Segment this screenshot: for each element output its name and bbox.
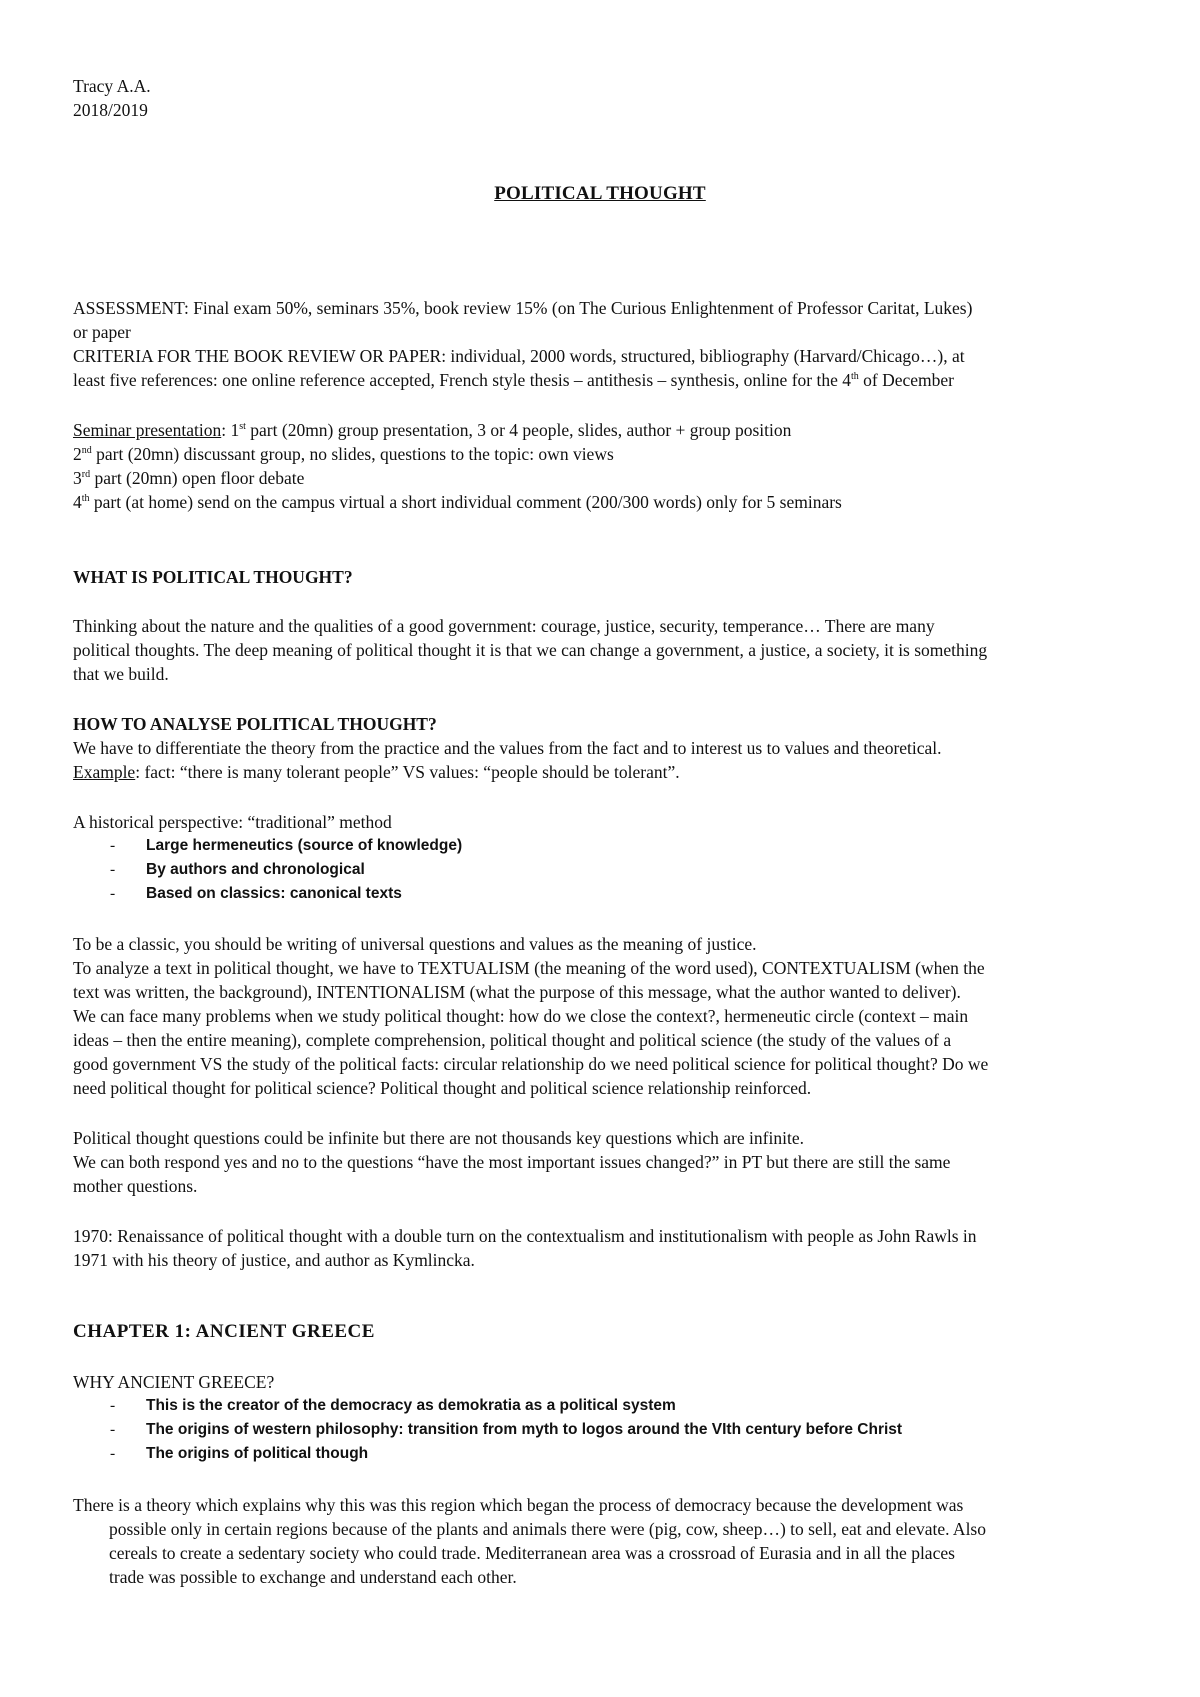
paragraph-line: that we build. (73, 664, 169, 684)
paragraph-line: Political thought questions could be infinite but there are not thousands key questions which are infinite. (73, 1128, 804, 1148)
renaissance-paragraph (73, 1224, 1143, 1272)
how-to-heading: HOW TO ANALYSE POLITICAL THOUGHT? (73, 714, 437, 734)
criteria-line (73, 368, 1143, 392)
paragraph-line: political thoughts. The deep meaning of political thought it is that we can change a government, a justice, a society, it is something (73, 640, 988, 660)
paragraph-line: To be a classic, you should be writing of universal questions and values as the meaning of justice. (73, 934, 757, 954)
paragraph-line: There is a theory which explains why this was this region which began the process of democracy because the development was (73, 1495, 964, 1515)
classic-paragraph (73, 932, 1143, 1100)
header-block (73, 74, 1143, 122)
superscript: rd (81, 469, 91, 480)
superscript: th (850, 371, 859, 382)
paragraph-line: text was written, the background), INTENTIONALISM (what the purpose of this message, what the author wanted to deliver). (73, 982, 961, 1002)
paragraph-line: need political thought for political science? Political thought and political science relationship reinforced. (73, 1078, 812, 1098)
historical-section (73, 810, 1143, 906)
paragraph-line: We can both respond yes and no to the questions “have the most important issues changed?” in PT but there are still the same (73, 1152, 951, 1172)
theory-paragraph (73, 1493, 1143, 1589)
what-is-heading: WHAT IS POLITICAL THOUGHT? (73, 567, 353, 587)
seminar-text: part (20mn) discussant group, no slides, questions to the topic: own views (91, 444, 614, 464)
paragraph-line: mother questions. (73, 1176, 198, 1196)
seminar-part-2 (73, 442, 1143, 466)
why-greece-heading: WHY ANCIENT GREECE? (73, 1372, 275, 1392)
superscript: nd (81, 445, 92, 456)
how-to-section (73, 712, 1143, 784)
assessment-line: or paper (73, 322, 131, 342)
list-item: - By authors and chronological (73, 858, 1143, 882)
paragraph-line: To analyze a text in political thought, we have to TEXTUALISM (the meaning of the word used), CONTEXTUALISM (when the (73, 958, 985, 978)
seminar-label: Seminar presentation (73, 420, 222, 440)
chapter-heading: CHAPTER 1: ANCIENT GREECE (73, 1321, 375, 1342)
seminar-text: part (20mn) open floor debate (90, 468, 305, 488)
historical-list (73, 834, 1143, 906)
seminar-part-3 (73, 466, 1143, 490)
paragraph-line: Thinking about the nature and the qualities of a good government: courage, justice, security, temperance… There are many (73, 616, 935, 636)
document-title: POLITICAL THOUGHT (494, 183, 706, 204)
seminar-text: 2 (73, 444, 82, 464)
paragraph-line: 1971 with his theory of justice, and author as Kymlincka. (73, 1250, 475, 1270)
example-label: Example (73, 762, 136, 782)
seminar-part-4 (73, 490, 1143, 514)
paragraph-line: 1970: Renaissance of political thought with a double turn on the contextualism and institutionalism with people as John Rawls in (73, 1226, 977, 1246)
list-item: - Large hermeneutics (source of knowledge) (73, 834, 1143, 858)
seminar-text: part (at home) send on the campus virtual a short individual comment (200/300 words) only for 5 seminars (89, 492, 842, 512)
list-item: - The origins of political though (73, 1442, 1143, 1466)
seminar-text: part (20mn) group presentation, 3 or 4 people, slides, author + group position (245, 420, 792, 440)
assessment-line: ASSESSMENT: Final exam 50%, seminars 35%, book review 15% (on The Curious Enlightenment of Professor Caritat, Lukes) (73, 298, 973, 318)
list-item: - This is the creator of the democracy as demokratia as a political system (73, 1394, 1143, 1418)
author-name: Tracy A.A. (73, 76, 151, 96)
what-is-paragraph (73, 614, 1143, 686)
seminar-text: 4 (73, 492, 82, 512)
list-item: - Based on classics: canonical texts (73, 882, 1143, 906)
example-line (73, 760, 1143, 784)
paragraph-line: ideas – then the entire meaning), complete comprehension, political thought and political science (the study of the values of a (73, 1030, 952, 1050)
paragraph-line: We can face many problems when we study political thought: how do we close the context?, hermeneutic circle (context – main (73, 1006, 969, 1026)
paragraph-line: cereals to create a sedentary society who could trade. Mediterranean area was a crossroad of Eurasia and in all the places (109, 1543, 955, 1563)
paragraph-line: trade was possible to exchange and understand each other. (109, 1567, 517, 1587)
academic-year: 2018/2019 (73, 100, 148, 120)
superscript: st (239, 421, 246, 432)
why-greece-section (73, 1370, 1143, 1466)
criteria-line: CRITERIA FOR THE BOOK REVIEW OR PAPER: individual, 2000 words, structured, bibliography (Harvard/Chicago…), at (73, 346, 965, 366)
seminar-text: : 1 (221, 420, 240, 440)
seminar-text: 3 (73, 468, 82, 488)
historical-intro: A historical perspective: “traditional” method (73, 812, 392, 832)
example-text: : fact: “there is many tolerant people” VS values: “people should be tolerant”. (135, 762, 680, 782)
paragraph-line: good government VS the study of the political facts: circular relationship do we need political science for political thought? Do we (73, 1054, 989, 1074)
seminar-section (73, 418, 1143, 514)
why-greece-list (73, 1394, 1143, 1466)
list-item: - The origins of western philosophy: transition from myth to logos around the VIth century before Christ (73, 1418, 1143, 1442)
paragraph-line: possible only in certain regions because of the plants and animals there were (pig, cow, sheep…) to sell, eat and elevate. Also (109, 1519, 986, 1539)
assessment-section (73, 296, 1143, 392)
seminar-part-1 (73, 418, 1143, 442)
paragraph-line: We have to differentiate the theory from the practice and the values from the fact and to interest us to values and theoretical. (73, 738, 942, 758)
criteria-text: of December (858, 370, 954, 390)
superscript: th (81, 493, 90, 504)
criteria-text: least five references: one online reference accepted, French style thesis – antithesis – synthesis, online for the 4 (73, 370, 851, 390)
questions-paragraph (73, 1126, 1143, 1198)
